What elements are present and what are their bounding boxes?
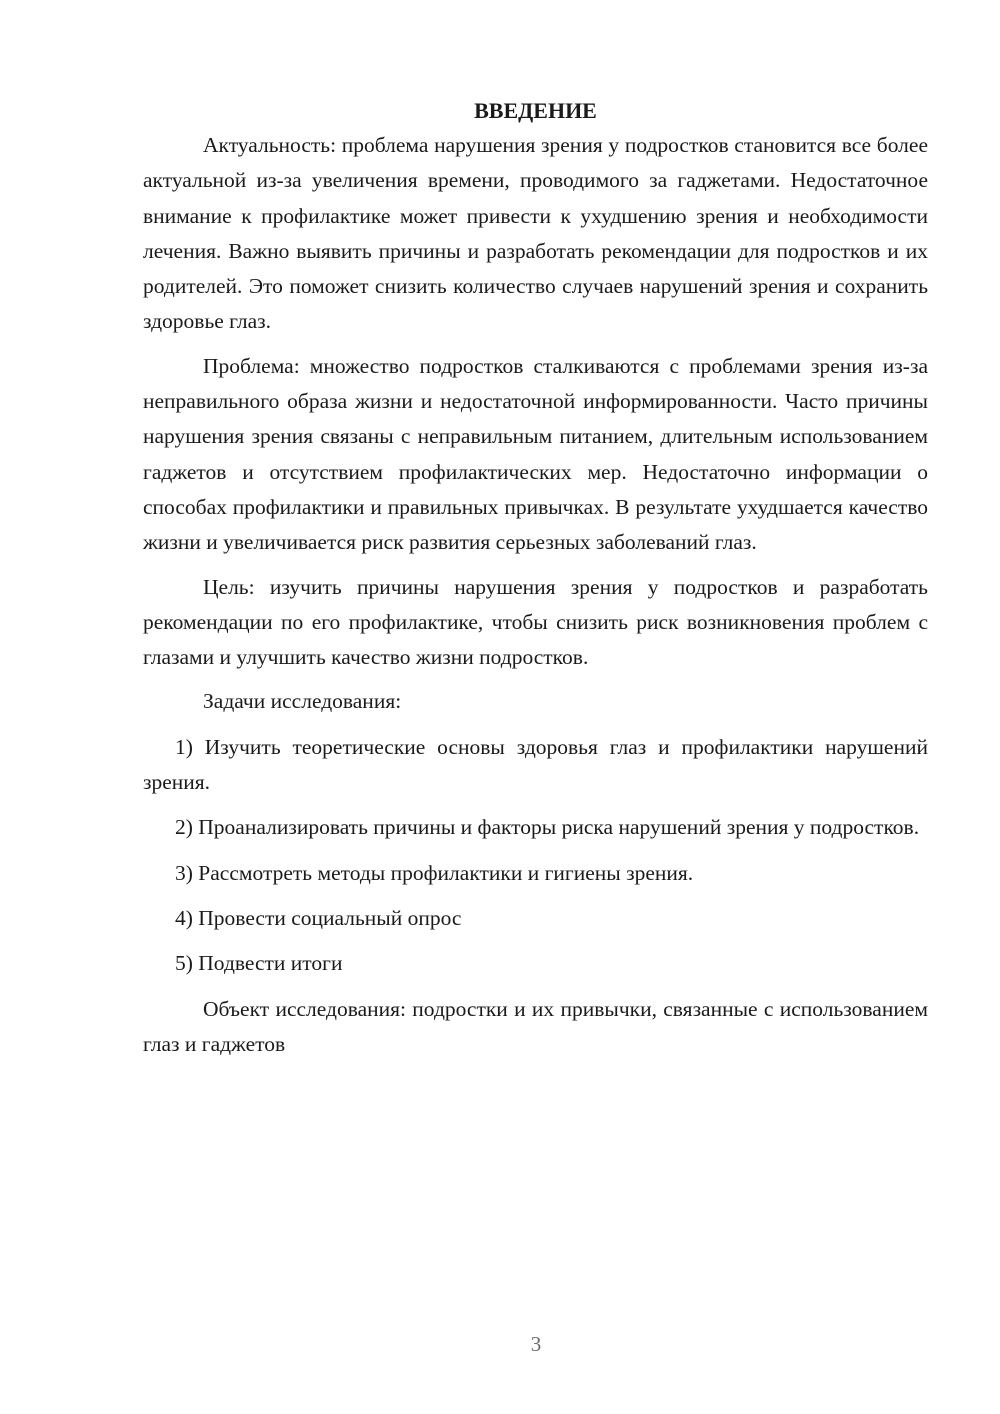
task-item-2: 2) Проанализировать причины и факторы риска нарушений зрения у подростков. xyxy=(175,815,920,840)
paragraph-goal: Цель: изучить причины нарушения зрения у подростков и разработать рекомендации по его профилактике, чтобы снизить риск возникновения проблем с глазами и улучшить качество жизни подростков. xyxy=(143,574,928,670)
tasks-heading: Задачи исследования: xyxy=(203,689,402,714)
document-page xyxy=(143,93,928,1071)
page-title: ВВЕДЕНИЕ xyxy=(474,98,597,123)
task-item-1: 1) Изучить теоретические основы здоровья глаз и профилактики нарушений зрения. xyxy=(143,734,928,795)
paragraph-problem: Проблема: множество подростков сталкиваются с проблемами зрения из-за неправильного образа жизни и недостаточной информированности. Часто причины нарушения зрения связаны с неправильным питанием, длительным использованием гаджетов и отсутствием профилактических мер. Недостаточно информации о способах профилактики и правильных привычках. В результате ухудшается качество жизни и увеличивается риск развития серьезных заболеваний глаз. xyxy=(143,353,928,555)
task-item-4: 4) Провести социальный опрос xyxy=(175,905,462,930)
task-item-5: 5) Подвести итоги xyxy=(175,951,343,976)
task-item-3: 3) Рассмотреть методы профилактики и гигиены зрения. xyxy=(175,860,694,885)
page-number: 3 xyxy=(530,1332,542,1356)
paragraph-relevance: Актуальность: проблема нарушения зрения у подростков становится все более актуальной из-за увеличения времени, проводимого за гаджетами. Недостаточное внимание к профилактике может привести к ухудшению зрения и необходимости лечения. Важно выявить причины и разработать рекомендации для подростков и их родителей. Это поможет снизить количество случаев нарушений зрения и сохранить здоровье глаз. xyxy=(143,133,928,334)
paragraph-object: Объект исследования: подростки и их привычки, связанные с использованием глаз и гаджетов xyxy=(143,996,928,1056)
